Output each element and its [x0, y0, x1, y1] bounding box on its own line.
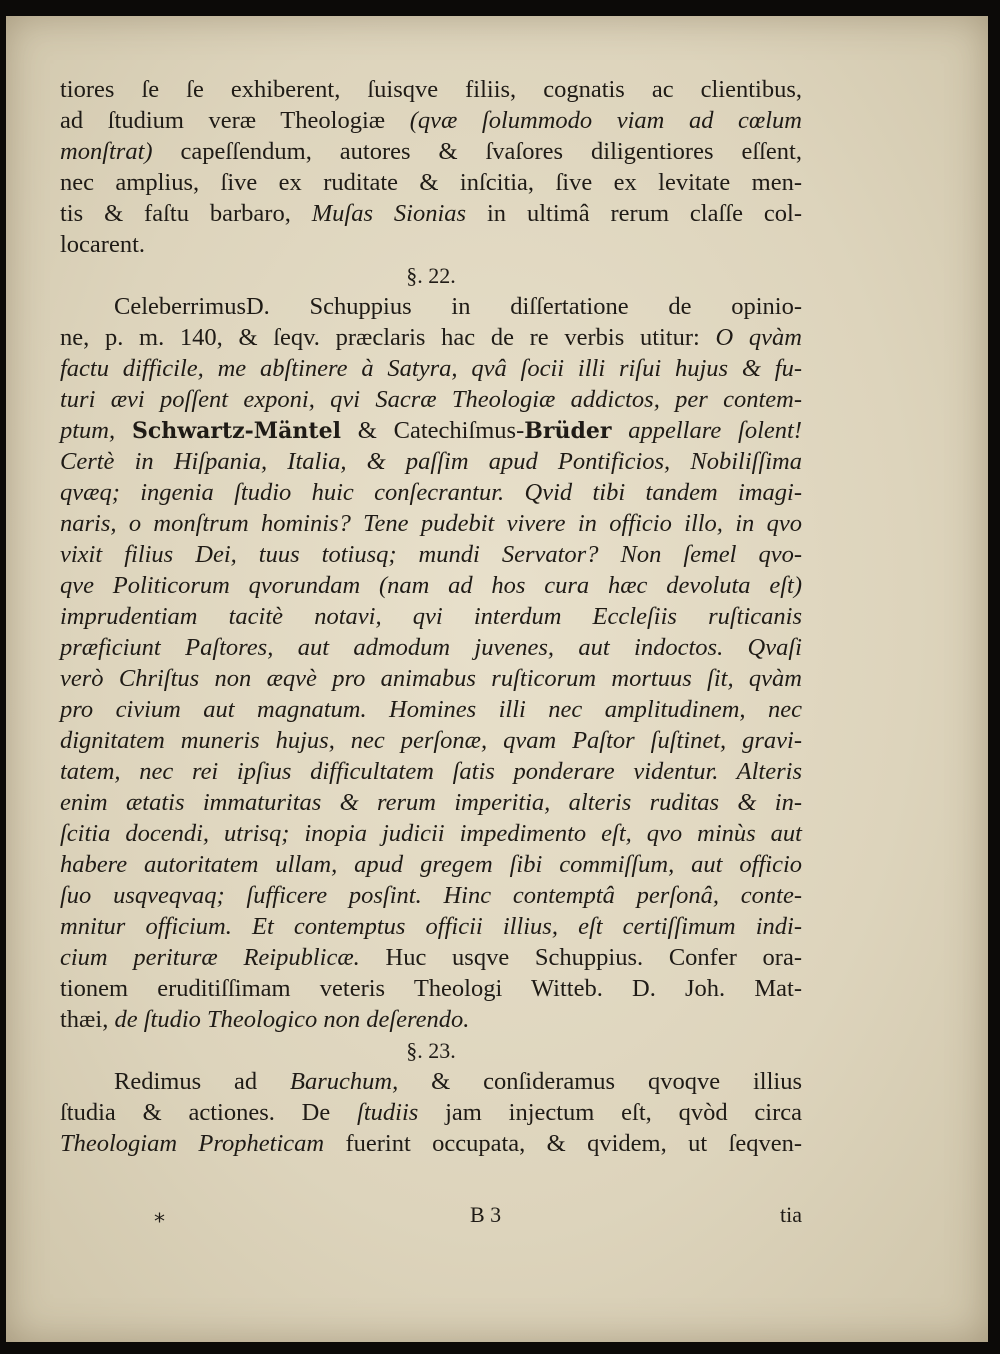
italic-run: Theologiam Propheticam [60, 1130, 325, 1157]
text-line [60, 725, 802, 756]
text-line [60, 756, 802, 787]
roman-run: capeſſendum, autores & ſvaſores diligentiores eſſent, [152, 138, 802, 165]
italic-run: cium perituræ Reipublicæ. [60, 944, 360, 971]
italic-run: (qvæ ſolummodo viam ad cœlum [409, 107, 802, 134]
italic-run: ptum, [60, 417, 132, 444]
section-heading: §. 23. [406, 1038, 456, 1063]
italic-run: præficiunt Paſtores, aut admodum juvenes, aut indoctos. Qvaſi [60, 634, 802, 661]
roman-run: jam injectum eſt, qvòd circa [418, 1099, 802, 1126]
italic-run: ſcitia docendi, utrisq; inopia judicii impedimento eſt, qvo minùs aut [60, 820, 802, 847]
italic-run: mnitur officium. Et contemptus officii illius, eſt certiſſimum indi- [60, 913, 802, 940]
text-line [60, 880, 802, 911]
text-line [60, 1004, 802, 1035]
text-line [60, 229, 802, 260]
catchword: tia [780, 1202, 802, 1227]
roman-run: fuerint occupata, & qvidem, ut ſeqven- [324, 1130, 802, 1157]
roman-run: tiores ſe ſe exhiberent, ſuisqve filiis, cognatis ac clientibus, [60, 76, 802, 103]
roman-run: locarent. [60, 231, 146, 258]
roman-run: & conſideramus qvoqve illius [398, 1068, 802, 1095]
text-line [60, 105, 802, 136]
blackletter-run: Schwartz-Mäntel [131, 418, 341, 444]
roman-run: CeleberrimusD. Schuppius in diſſertatione de opinio- [114, 293, 802, 320]
text-line [60, 663, 802, 694]
text-line [60, 291, 802, 322]
body-text [60, 74, 802, 1159]
text-line [60, 1128, 802, 1159]
text-line [60, 849, 802, 880]
roman-run: tis & faſtu barbaro, [60, 200, 312, 227]
section-heading: §. 22. [406, 263, 456, 288]
text-line [60, 973, 802, 1004]
text-line [60, 353, 802, 384]
italic-run: appellare ſolent! [611, 417, 803, 444]
italic-run: naris, o monſtrum hominis? Tene pudebit vivere in officio illo, in qvo [60, 510, 802, 537]
text-line [60, 74, 802, 105]
italic-run: monſtrat) [60, 138, 153, 165]
roman-run: thæi, [60, 1006, 115, 1033]
italic-run: Baruchum, [290, 1068, 399, 1095]
roman-run: tionem eruditiſſimam veteris Theologi Witteb. D. Joh. Mat- [60, 975, 802, 1002]
italic-run: ſtudiis [357, 1099, 419, 1126]
text-line [60, 477, 802, 508]
italic-run: imprudentiam tacitè notavi, qvi interdum Eccleſiis ruſticanis [60, 603, 802, 630]
footer-mark: ⁎ [154, 1202, 165, 1227]
text-line [60, 570, 802, 601]
italic-run: de ſtudio Theologico non deſerendo. [114, 1006, 470, 1033]
italic-run: tatem, nec rei ipſius difficultatem ſatis ponderare videntur. Alteris [60, 758, 802, 785]
text-line [60, 1066, 802, 1097]
text-line [60, 632, 802, 663]
roman-run: Redimus ad [114, 1068, 291, 1095]
italic-run: pro civium aut magnatum. Homines illi nec amplitudinem, nec [60, 696, 802, 723]
text-line [60, 322, 802, 353]
signature-mark: B 3 [470, 1202, 502, 1227]
book-page [6, 16, 988, 1342]
roman-run: Huc usqve Schuppius. Confer ora- [359, 944, 803, 971]
text-line [60, 198, 802, 229]
blackletter-run: Brüder [524, 418, 612, 444]
italic-run: verò Chriſtus non æqvè pro animabus ruſticorum mortuus ſit, qvàm [60, 665, 802, 692]
italic-run: factu difficile, me abſtinere à Satyra, qvâ ſocii illi riſui hujus & fu- [60, 355, 802, 382]
italic-run: qvæq; ingenia ſtudio huic conſecrantur. Qvid tibi tandem imagi- [60, 479, 802, 506]
text-line [60, 911, 802, 942]
text-line [60, 694, 802, 725]
text-line [60, 415, 802, 446]
roman-run: & Catechiſmus- [340, 417, 525, 444]
italic-run: qve Politicorum qvorundam (nam ad hos cura hæc devoluta eſt) [60, 572, 802, 599]
italic-run: vixit filius Dei, tuus totiusq; mundi Servator? Non ſemel qvo- [60, 541, 802, 568]
italic-run: O qvàm [715, 324, 802, 351]
text-line [60, 508, 802, 539]
text-line [60, 787, 802, 818]
italic-run: enim ætatis immaturitas & rerum imperitia, alteris ruditas & in- [60, 789, 802, 816]
roman-run: ad ſtudium veræ Theologiæ [60, 107, 410, 134]
text-line [60, 942, 802, 973]
text-line [60, 136, 802, 167]
text-line [60, 167, 802, 198]
roman-run: ne, p. m. 140, & ſeqv. præclaris hac de re verbis utitur: [60, 324, 716, 351]
italic-run: Certè in Hiſpania, Italia, & paſſim apud Pontificios, Nobiliſſima [60, 448, 802, 475]
text-line [60, 818, 802, 849]
roman-run: nec amplius, ſive ex ruditate & inſcitia, ſive ex levitate men- [60, 169, 802, 196]
roman-run: ſtudia & actiones. De [60, 1099, 358, 1126]
page-footer [60, 1202, 802, 1232]
text-line [60, 539, 802, 570]
italic-run: dignitatem muneris hujus, nec perſonæ, qvam Paſtor ſuſtinet, gravi- [60, 727, 802, 754]
italic-run: Muſas Sionias [311, 200, 467, 227]
text-line [60, 446, 802, 477]
italic-run: turi ævi poſſent exponi, qvi Sacræ Theologiæ addictos, per contem- [60, 386, 802, 413]
text-line [60, 601, 802, 632]
italic-run: habere autoritatem ullam, apud gregem ſibi commiſſum, aut officio [60, 851, 802, 878]
roman-run: in ultimâ rerum claſſe col- [466, 200, 802, 227]
italic-run: ſuo usqveqvaq; ſufficere posſint. Hinc contemptâ perſonâ, conte- [60, 882, 802, 909]
text-line [60, 384, 802, 415]
text-line [60, 1097, 802, 1128]
